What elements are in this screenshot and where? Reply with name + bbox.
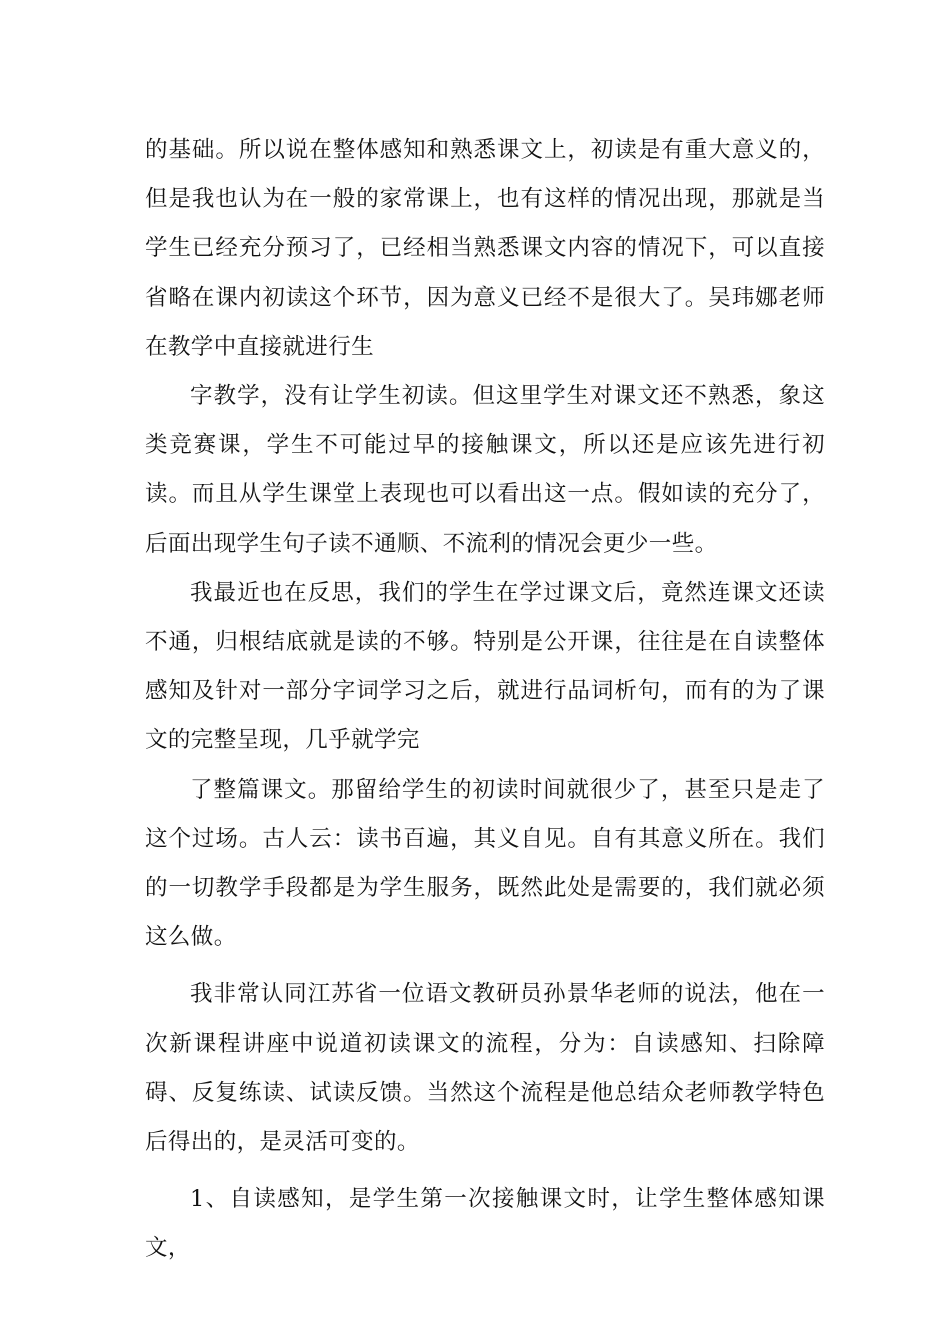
paragraph-4: 了整篇课文。那留给学生的初读时间就很少了，甚至只是走了这个过场。古人云：读书百遍，其义自见。自有其意义所在。我们的一切教学手段都是为学生服务，既然此处是需要的，我们就必须这么做。 xyxy=(145,776,825,951)
body-text xyxy=(145,126,825,1274)
paragraph-5: 我非常认同江苏省一位语文教研员孙景华老师的说法，他在一次新课程讲座中说道初读课文的流程，分为：自读感知、扫除障碍、反复练读、试读反馈。当然这个流程是他总结众老师教学特色后得出的，是灵活可变的。 xyxy=(145,981,825,1156)
paragraph-1: 的基础。所以说在整体感知和熟悉课文上，初读是有重大意义的，但是我也认为在一般的家常课上，也有这样的情况出现，那就是当学生已经充分预习了，已经相当熟悉课文内容的情况下，可以直接省略在课内初读这个环节，因为意义已经不是很大了。吴玮娜老师在教学中直接就进行生 xyxy=(145,137,825,360)
paragraph-2: 字教学，没有让学生初读。但这里学生对课文还不熟悉，象这类竞赛课，学生不可能过早的接触课文，所以还是应该先进行初读。而且从学生课堂上表现也可以看出这一点。假如读的充分了，后面出现学生句子读不通顺、不流利的情况会更少一些。 xyxy=(145,383,825,557)
paragraph-3: 我最近也在反思，我们的学生在学过课文后，竟然连课文还读不通，归根结底就是读的不够。特别是公开课，往往是在自读整体感知及针对一部分字词学习之后，就进行品词析句，而有的为了课文的完整呈现，几乎就学完 xyxy=(145,579,825,754)
paragraph-6: 1、自读感知，是学生第一次接触课文时，让学生整体感知课文， xyxy=(145,1186,825,1262)
